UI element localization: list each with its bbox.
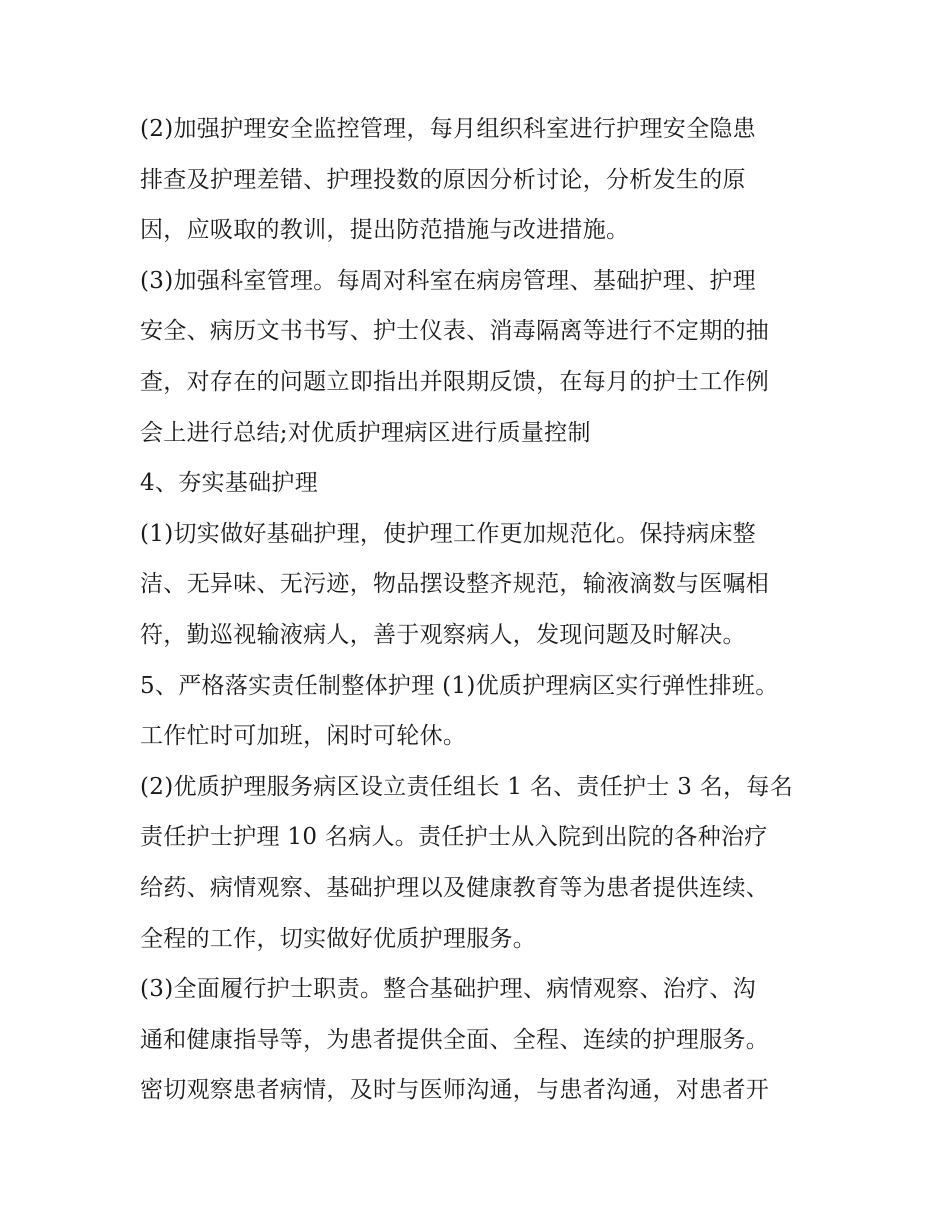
text-line: 洁、无异味、无污迹，物品摆设整齐规范，输液滴数与医嘱相 [140, 571, 770, 598]
text-line: 全程的工作，切实做好优质护理服务。 [140, 925, 537, 952]
text-line: 责任护士护理 10 名病人。责任护士从入院到出院的各种治疗 [140, 824, 768, 851]
text-line: 会上进行总结;对优质护理病区进行质量控制 [140, 419, 591, 446]
text-line: 给药、病情观察、基础护理以及健康教育等为患者提供连续、 [140, 874, 770, 901]
text-line: (3)全面履行护士职责。整合基础护理、病情观察、治疗、沟 [140, 976, 756, 1003]
text-line: (2)优质护理服务病区设立责任组长 1 名、责任护士 3 名，每名 [140, 773, 793, 800]
text-line: 通和健康指导等，为患者提供全面、全程、连续的护理服务。 [140, 1026, 770, 1053]
text-line: 5、严格落实责任制整体护理 (1)优质护理病区实行弹性排班。 [140, 672, 779, 699]
text-line: 安全、病历文书书写、护士仪表、消毒隔离等进行不定期的抽 [140, 318, 770, 345]
text-line: 因，应吸取的教训，提出防范措施与改进措施。 [140, 217, 630, 244]
text-line: (1)切实做好基础护理，使护理工作更加规范化。保持病床整 [140, 520, 756, 547]
text-line: 工作忙时可加班，闲时可轮休。 [140, 723, 467, 750]
document-body [140, 104, 820, 1116]
text-line: (2)加强护理安全监控管理，每月组织科室进行护理安全隐患 [140, 116, 756, 142]
text-line: (3)加强科室管理。每周对科室在病房管理、基础护理、护理 [140, 267, 756, 294]
text-line: 排查及护理差错、护理投数的原因分析讨论，分析发生的原 [140, 166, 746, 193]
text-line: 符，勤巡视输液病人，善于观察病人，发现问题及时解决。 [140, 621, 746, 648]
text-line: 查，对存在的问题立即指出并限期反馈，在每月的护士工作例 [140, 368, 770, 395]
text-line: 密切观察患者病情，及时与医师沟通，与患者沟通，对患者开 [140, 1077, 770, 1104]
section-heading: 4、夯实基础护理 [140, 470, 319, 497]
